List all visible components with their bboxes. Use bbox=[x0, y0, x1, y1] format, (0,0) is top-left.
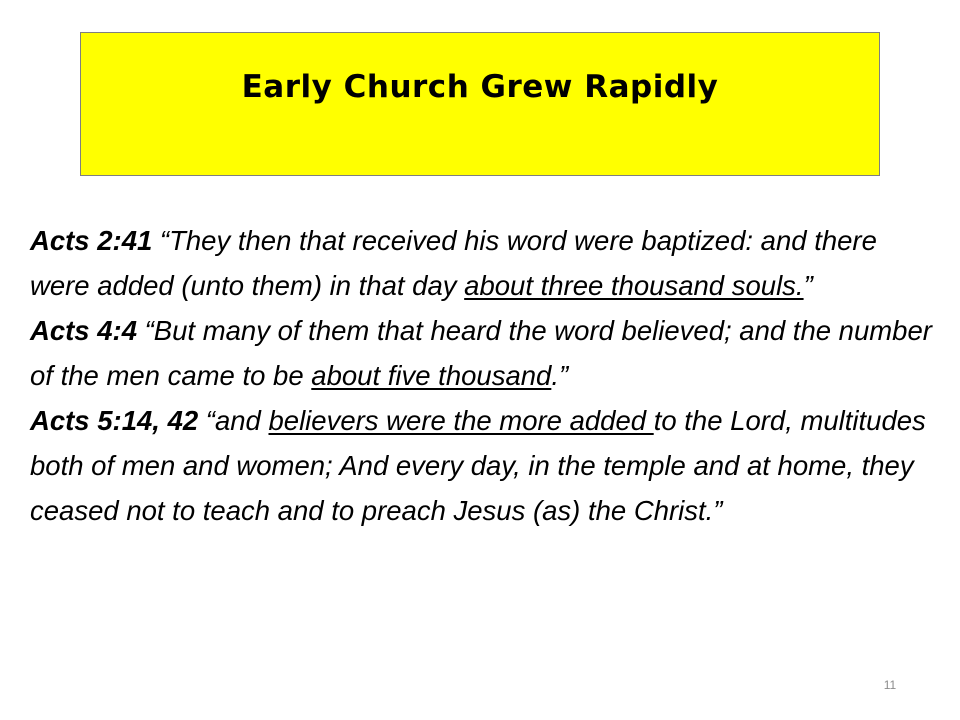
verse-acts-4-4 bbox=[30, 308, 940, 398]
verse-text: “and bbox=[198, 405, 269, 436]
verse-text: ” bbox=[803, 270, 813, 301]
verse-acts-5-14-42 bbox=[30, 398, 940, 533]
slide-title: Early Church Grew Rapidly bbox=[241, 69, 719, 105]
verse-text: “But many of them that heard the word believed; and the number of the men came to be bbox=[30, 315, 932, 391]
title-box bbox=[80, 32, 880, 176]
verse-reference: Acts 5:14, 42 bbox=[30, 405, 199, 436]
verse-text: to the Lord, multitudes both of men and women; And every day, in the temple and at home, they ceased not to teach and to preach Jesus (as) the Christ.” bbox=[30, 405, 926, 526]
page-number: 11 bbox=[883, 678, 897, 692]
scripture-text bbox=[30, 218, 940, 533]
verse-acts-2-41 bbox=[30, 218, 940, 308]
verse-emphasis: about five thousand bbox=[311, 360, 552, 391]
verse-reference: Acts 4:4 bbox=[30, 315, 137, 346]
verse-emphasis: believers were the more added bbox=[268, 405, 654, 436]
verse-emphasis: about three thousand souls. bbox=[464, 270, 804, 301]
verse-reference: Acts 2:41 bbox=[30, 225, 153, 256]
verse-text: “They then that received his word were baptized: and there were added (unto them) in that day bbox=[30, 225, 877, 301]
verse-text: .” bbox=[551, 360, 569, 391]
